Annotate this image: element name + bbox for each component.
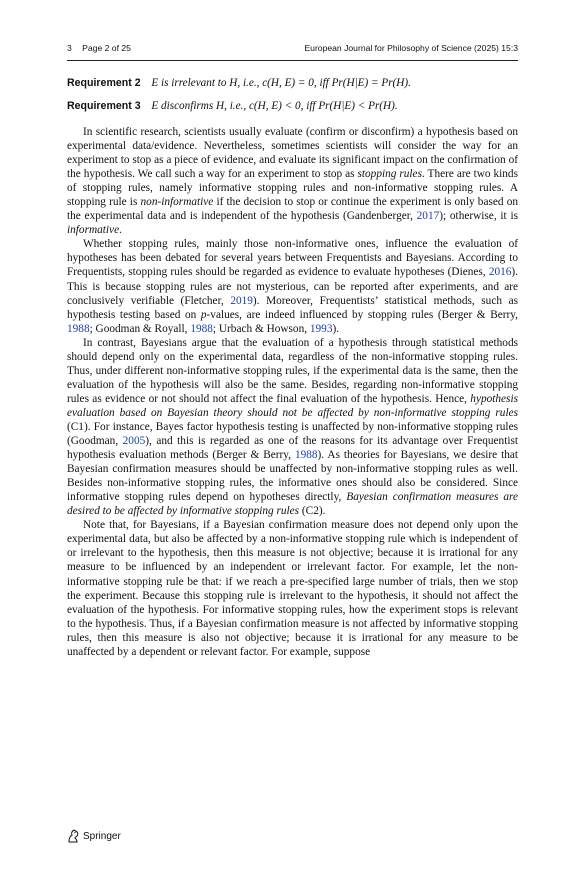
page-of-label: Page 2 of 25	[82, 43, 131, 53]
text-run: (C2).	[299, 505, 326, 518]
requirement-3	[67, 100, 518, 112]
citation-link[interactable]: 1988	[190, 322, 213, 335]
text-run: ); otherwise, it is	[439, 210, 518, 223]
text-run: (C1). For instance, Bayes factor hypothesis testing is unaffected by non-informative stopping rules (Goodman,	[67, 420, 518, 448]
springer-horse-icon	[67, 829, 80, 843]
body-text	[67, 125, 518, 659]
text-run: -values, are indeed influenced by stopping rules (Berger & Berry,	[206, 308, 519, 321]
emphasis: Bayesian confirmation measures are desired to be affected by informative stopping rules	[67, 491, 519, 518]
emphasis: non-informative	[140, 196, 214, 209]
journal-citation: European Journal for Philosophy of Science (2025) 15:3	[304, 43, 518, 53]
text-run: In contrast, Bayesians argue that the evaluation of a hypothesis through statistical methods should depend only on the experimental data, regardless of the non-informative stopping rules. Thus, under different non-informative stopping rules, if the experimental data is the same, then the evaluation of the hypothesis will also be the same. Besides, regarding non-informative stopping rules as evidence or not should not affect the final evaluation of the hypothesis. Hence,	[67, 336, 518, 405]
text-run: if the decision to stop or continue the experiment is only based on the experimental data and is independent of the hypothesis (Gandenberger,	[67, 196, 518, 223]
citation-link[interactable]: 2019	[230, 294, 253, 307]
citation-link[interactable]: 1988	[294, 449, 318, 462]
emphasis: stopping rules	[357, 168, 422, 181]
text-run: ). Moreover, Frequentists’ statistical methods, such as hypothesis testing based on	[67, 294, 518, 321]
citation-link[interactable]: 2017	[416, 210, 440, 223]
requirement-2	[67, 77, 518, 89]
text-run: Note that, for Bayesians, if a Bayesian confirmation measure does not depend only upon the experimental data, but also be affected by a non-informative stopping rule which is independent of or irrelevant to the hypothesis, then this measure is not objective; because it is irrational for any measure to be influenced by an independent or irrelevant factor. For example, let the non-informative stopping rule be that: if we reach a pre-specified large number of trials, then we stop the experiment. Because this stopping rule is irrelevant to the hypothesis, it should not affect the evaluation of the hypothesis. For informative stopping rules, how the experiment stops is relevant to the hypothesis. Thus, if a Bayesian confirmation measure is not affected by informative stopping rules, then this measure is also not objective; because it is irrational for any measure to be unaffected by a dependent or relevant factor. For example, suppose	[67, 519, 518, 658]
header-left	[67, 43, 131, 53]
text-run: Whether stopping rules, mainly those non-informative ones, influence the evaluation of hypotheses has been debated for several years between Frequentists and Bayesians. According to Frequentists, stopping rules should be regarded as evidence to evaluate hypotheses (Dienes,	[67, 238, 518, 279]
paragraph-frequentists	[67, 237, 518, 335]
text-run: ; Urbach & Howson,	[212, 322, 310, 335]
header-rule	[67, 60, 518, 61]
paragraph-bayesians	[67, 336, 518, 519]
requirement-statement: E is irrelevant to H, i.e., c(H, E) = 0, iff Pr(H|E) = Pr(H).	[151, 77, 411, 89]
requirement-statement: E disconfirms H, i.e., c(H, E) < 0, iff Pr(H|E) < Pr(H).	[151, 100, 398, 112]
citation-link[interactable]: 1993	[309, 322, 333, 335]
publisher-name: Springer	[83, 830, 121, 842]
citation-link[interactable]: 2016	[488, 266, 512, 279]
text-run: ; Goodman & Royall,	[89, 322, 191, 335]
text-run: .	[119, 224, 122, 237]
text-run: ).	[332, 322, 340, 335]
requirement-label: Requirement 2	[67, 77, 141, 89]
paragraph-objectivity	[67, 518, 518, 658]
requirement-label: Requirement 3	[67, 100, 141, 112]
text-run: In scientific research, scientists usually evaluate (confirm or disconfirm) a hypothesis based on experimental data/evidence. Nevertheless, sometimes scientists will consider the way for an experiment to stop as a piece of evidence, and evaluate its significant impact on the confirmation of the hypothesis. We call such a way for an experiment to stop as	[67, 126, 518, 181]
emphasis: hypothesis evaluation based on Bayesian theory should not be affected by non-informative stopping rules	[67, 392, 518, 419]
text-run: ), and this is regarded as one of the reasons for its advantage over Frequentist hypothesis evaluation methods (Berger & Berry,	[67, 435, 519, 462]
publisher-footer	[67, 829, 121, 843]
emphasis: informative	[67, 224, 120, 237]
citation-link[interactable]: 2005	[122, 435, 146, 448]
citation-link[interactable]: 1988	[67, 322, 90, 335]
paragraph-stopping-rules	[67, 125, 518, 237]
text-run: . There are two kinds of stopping rules, namely informative stopping rules and non-informative stopping rules. A stopping rule is	[67, 168, 518, 209]
running-header	[67, 43, 518, 57]
page-number: 3	[67, 43, 72, 53]
emphasis: p	[200, 308, 207, 321]
text-run: ). This is because stopping rules are not mysterious, can be reported after experiments, and are conclusively verifiable (Fletcher,	[67, 266, 518, 307]
text-run: ). As theories for Bayesians, we desire that Bayesian confirmation measures should be unaffected by non-informative stopping rules as well. Besides non-informative stopping rules, the informative ones should also be considered. Since informative stopping rules depend on hypotheses directly,	[67, 449, 519, 504]
